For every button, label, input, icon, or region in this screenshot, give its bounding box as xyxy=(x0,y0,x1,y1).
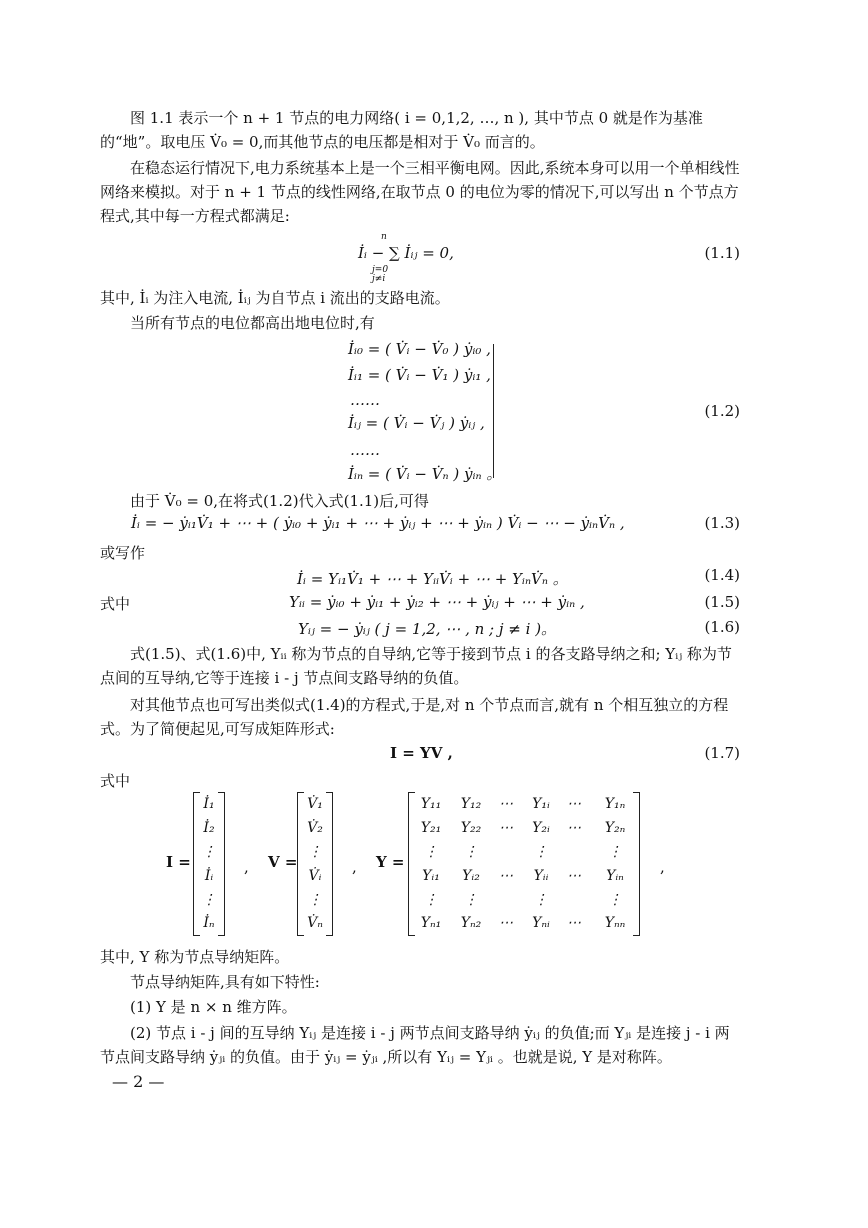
vector-entry: İᵢ xyxy=(204,868,214,884)
matrix-cell: Yₙ₁ xyxy=(420,915,442,931)
page-number: — 2 — xyxy=(112,1072,165,1091)
current-vector-label: I = xyxy=(166,853,191,871)
equation-number-1-7: (1.7) xyxy=(704,744,740,762)
paragraph-or-written: 或写作 xyxy=(100,544,146,562)
matrix-cell: Y₁ᵢ xyxy=(532,796,550,812)
vector-entry: ⋮ xyxy=(308,892,322,908)
matrix-cell: ⋮ xyxy=(464,892,478,908)
matrix-cell: ⋮ xyxy=(534,892,548,908)
vector-entry: İ₁ xyxy=(203,796,215,812)
matrix-cell: Y₂₂ xyxy=(460,820,482,836)
vector-entry: V̇₁ xyxy=(307,796,323,812)
vector-entry: V̇ᵢ xyxy=(308,868,322,884)
paragraph-current-definition: 其中, İᵢ 为注入电流, İᵢⱼ 为自节点 i 流出的支路电流。 xyxy=(100,289,450,307)
matrix-separator: , xyxy=(352,858,357,876)
equation-1-2-line: İᵢ₀ = ( V̇ᵢ − V̇₀ ) ẏᵢ₀ , xyxy=(348,340,491,358)
equation-1-3: İᵢ = − ẏᵢ₁V̇₁ + ⋯ + ( ẏᵢ₀ + ẏᵢ₁ + ⋯ + ẏᵢⱼ + ⋯ + ẏᵢₙ ) V̇ᵢ − ⋯ − ẏᵢₙV̇ₙ , xyxy=(131,514,625,532)
paragraph-all-nodes: 当所有节点的电位都高出地电位时,有 xyxy=(130,314,375,332)
matrix-cell: ⋯ xyxy=(567,915,581,931)
matrix-cell: Yₙᵢ xyxy=(532,915,550,931)
matrix-cell: Yᵢᵢ xyxy=(533,868,549,884)
matrix-cell: Yₙ₂ xyxy=(460,915,482,931)
paragraph-substitution: 由于 V̇₀ = 0,在将式(1.2)代入式(1.1)后,可得 xyxy=(130,492,429,510)
equation-1-2-line: İᵢ₁ = ( V̇ᵢ − V̇₁ ) ẏᵢ₁ , xyxy=(348,366,491,384)
equation-1-6: Yᵢⱼ = − ẏᵢⱼ ( j = 1,2, ⋯ , n ; j ≠ i )。 xyxy=(298,620,557,638)
matrix-cell: Y₁ₙ xyxy=(604,796,626,812)
matrix-cell: ⋯ xyxy=(567,820,581,836)
equation-number-1-1: (1.1) xyxy=(704,244,740,262)
matrix-cell: ⋮ xyxy=(608,892,622,908)
matrix-cell: Y₂₁ xyxy=(420,820,442,836)
equation-number-1-2: (1.2) xyxy=(704,402,740,420)
vector-entry: V̇₂ xyxy=(307,820,323,836)
matrix-cell: ⋮ xyxy=(424,844,438,860)
matrix-cell: Yᵢ₂ xyxy=(462,868,480,884)
paragraph-properties-intro: 节点导纳矩阵,具有如下特性: xyxy=(130,973,320,991)
admittance-matrix xyxy=(408,792,640,936)
matrix-cell: Y₂ᵢ xyxy=(532,820,550,836)
voltage-vector-label: V = xyxy=(268,853,298,871)
matrix-cell: ⋮ xyxy=(424,892,438,908)
equation-1-7: I = YV , xyxy=(390,744,453,762)
vector-entry: ⋮ xyxy=(308,844,322,860)
matrix-cell: ⋯ xyxy=(567,868,581,884)
equation-1-4: İᵢ = Yᵢ₁V̇₁ + ⋯ + YᵢᵢV̇ᵢ + ⋯ + YᵢₙV̇ₙ 。 xyxy=(297,570,568,588)
equation-1-5: Yᵢᵢ = ẏᵢ₀ + ẏᵢ₁ + ẏᵢ₂ + ⋯ + ẏᵢⱼ + ⋯ + ẏᵢₙ , xyxy=(289,593,585,611)
equation-1-2-line: İᵢⱼ = ( V̇ᵢ − V̇ⱼ ) ẏᵢⱼ , xyxy=(348,414,485,432)
paragraph-admittance-matrix: 其中, Y 称为节点导纳矩阵。 xyxy=(100,948,290,966)
paragraph-steady-state: 在稳态运行情况下,电力系统基本上是一个三相平衡电网。因此,系统本身可以用一个单相线性网络来模拟。对于 n + 1 节点的线性网络,在取节点 0 的电位为零的情况下,可以写出 n 个节点方程式,其中每一方程式都满足: xyxy=(100,159,740,225)
equation-number-1-6: (1.6) xyxy=(704,618,740,636)
matrix-cell: Yᵢₙ xyxy=(606,868,624,884)
matrix-cell: ⋮ xyxy=(464,844,478,860)
equation-1-1-sum-upper: n xyxy=(381,232,387,242)
equation-1-1-sum-lower: j=0 j≠i xyxy=(372,265,389,284)
list-item-square-matrix: (1) Y 是 n × n 维方阵。 xyxy=(130,998,297,1016)
equation-1-2-ellipsis: …… xyxy=(350,441,380,459)
vector-entry: İ₂ xyxy=(203,820,215,836)
vector-entry: ⋮ xyxy=(202,892,216,908)
matrix-cell: ⋯ xyxy=(499,796,513,812)
where-label: 式中 xyxy=(100,772,131,790)
equation-1-1: İᵢ − ∑ İᵢⱼ = 0, xyxy=(358,244,454,262)
equation-1-2-ellipsis: …… xyxy=(350,391,380,409)
matrix-separator: , xyxy=(660,858,665,876)
matrix-cell: ⋮ xyxy=(534,844,548,860)
matrix-cell: ⋯ xyxy=(499,915,513,931)
equation-1-2-line: İᵢₙ = ( V̇ᵢ − V̇ₙ ) ẏᵢₙ 。 xyxy=(348,465,502,483)
equation-number-1-3: (1.3) xyxy=(704,514,740,532)
paragraph-self-mutual-admittance: 式(1.5)、式(1.6)中, Yᵢᵢ 称为节点的自导纳,它等于接到节点 i 的各支路导纳之和; Yᵢⱼ 称为节点间的互导纳,它等于连接 i - j 节点间支路导纳的负值。 xyxy=(100,645,732,687)
matrix-cell: ⋮ xyxy=(608,844,622,860)
matrix-cell: Yₙₙ xyxy=(604,915,626,931)
paragraph-matrix-form: 对其他节点也可写出类似式(1.4)的方程式,于是,对 n 个节点而言,就有 n 个相互独立的方程式。为了简便起见,可写成矩阵形式: xyxy=(100,696,729,738)
paragraph-network-intro: 图 1.1 表示一个 n + 1 节点的电力网络( i = 0,1,2, …, n ), 其中节点 0 就是作为基准的“地”。取电压 V̇₀ = 0,而其他节点的电压都是相对于 V̇₀ 而言的。 xyxy=(100,109,703,151)
matrix-cell: Y₁₂ xyxy=(460,796,482,812)
where-label: 式中 xyxy=(100,595,131,613)
matrix-cell: Yᵢ₁ xyxy=(422,868,440,884)
vector-entry: V̇ₙ xyxy=(307,915,323,931)
voltage-vector xyxy=(297,792,333,936)
current-vector xyxy=(193,792,225,936)
equation-number-1-5: (1.5) xyxy=(704,593,740,611)
equation-number-1-4: (1.4) xyxy=(704,566,740,584)
vector-entry: İₙ xyxy=(203,915,215,931)
matrix-cell: ⋯ xyxy=(567,796,581,812)
matrix-separator: , xyxy=(244,858,249,876)
matrix-cell: Y₁₁ xyxy=(420,796,442,812)
vector-entry: ⋮ xyxy=(202,844,216,860)
matrix-cell: ⋯ xyxy=(499,820,513,836)
list-item-symmetric: (2) 节点 i - j 间的互导纳 Yᵢⱼ 是连接 i - j 两节点间支路导纳 ẏᵢⱼ 的负值;而 Yⱼᵢ 是连接 j - i 两节点间支路导纳 ẏⱼᵢ 的负值。由于 ẏᵢⱼ = ẏⱼᵢ ,所以有 Yᵢⱼ = Yⱼᵢ 。也就是说, Y 是对称阵。 xyxy=(100,1024,730,1066)
matrix-cell: Y₂ₙ xyxy=(604,820,626,836)
matrix-cell: ⋯ xyxy=(499,868,513,884)
admittance-matrix-label: Y = xyxy=(376,853,405,871)
right-brace xyxy=(485,344,494,478)
